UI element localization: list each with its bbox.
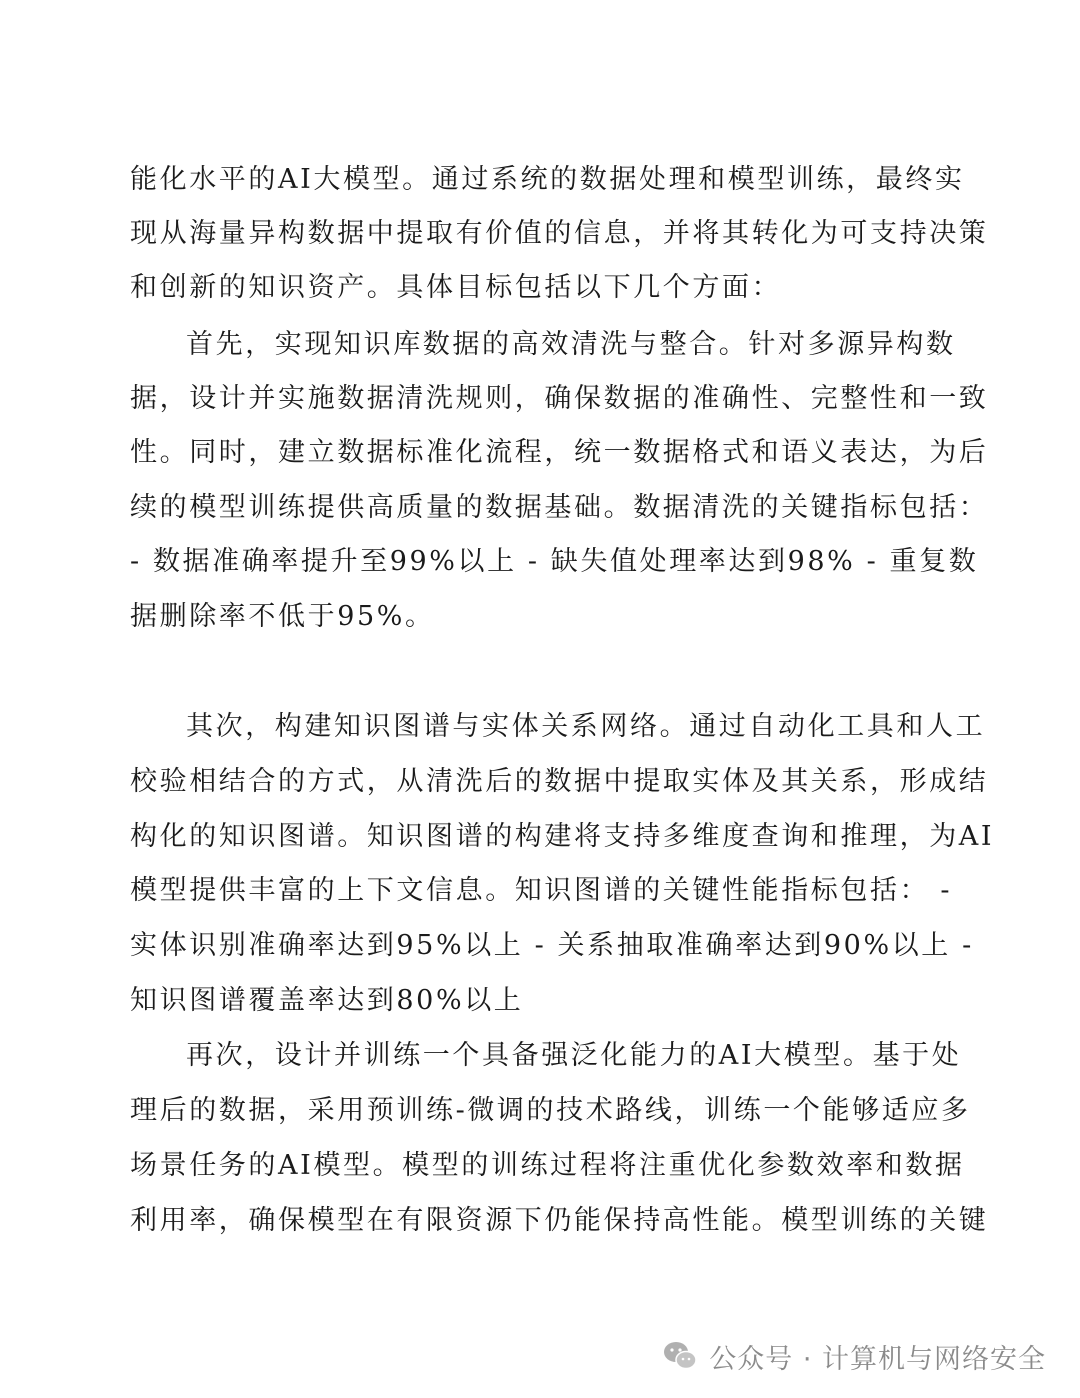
paragraph-line: 性。同时，建立数据标准化流程，统一数据格式和语义表达，为后 — [130, 437, 989, 468]
paragraph-line: 据，设计并实施数据清洗规则，确保数据的准确性、完整性和一致 — [130, 383, 989, 414]
paragraph-line: 理后的数据，采用预训练-微调的技术路线，训练一个能够适应多 — [130, 1095, 971, 1126]
paragraph-line: 场景任务的AI模型。模型的训练过程将注重优化参数效率和数据 — [130, 1150, 965, 1181]
wechat-icon — [661, 1337, 699, 1375]
paragraph-line: 实体识别准确率达到95%以上 - 关系抽取准确率达到90%以上 - — [130, 930, 974, 961]
paragraph-line: 模型提供丰富的上下文信息。知识图谱的关键性能指标包括： - — [130, 875, 953, 906]
paragraph-line: 校验相结合的方式，从清洗后的数据中提取实体及其关系，形成结 — [130, 766, 989, 797]
paragraph-line: 现从海量异构数据中提取有价值的信息，并将其转化为可支持决策 — [130, 218, 989, 249]
paragraph-line: 利用率，确保模型在有限资源下仍能保持高性能。模型训练的关键 — [130, 1205, 989, 1236]
paragraph-line: 首先，实现知识库数据的高效清洗与整合。针对多源异构数 — [186, 329, 956, 360]
paragraph-line: 和创新的知识资产。具体目标包括以下几个方面： — [130, 272, 782, 303]
paragraph-line: 构化的知识图谱。知识图谱的构建将支持多维度查询和推理，为AI — [130, 821, 995, 852]
watermark-text: 公众号 · 计算机与网络安全 — [709, 1343, 1046, 1375]
paragraph-line: 能化水平的AI大模型。通过系统的数据处理和模型训练，最终实 — [130, 164, 965, 195]
paragraph-line: 续的模型训练提供高质量的数据基础。数据清洗的关键指标包括： — [130, 492, 989, 523]
paragraph-line: 再次，设计并训练一个具备强泛化能力的AI大模型。基于处 — [186, 1040, 962, 1071]
paragraph-line: 其次，构建知识图谱与实体关系网络。通过自动化工具和人工 — [186, 711, 986, 742]
paragraph-line: 知识图谱覆盖率达到80%以上 — [130, 985, 524, 1016]
paragraph-line: 据删除率不低于95%。 — [130, 601, 435, 632]
paragraph-line: - 数据准确率提升至99%以上 - 缺失值处理率达到98% - 重复数 — [130, 546, 979, 577]
watermark — [661, 1336, 1046, 1376]
